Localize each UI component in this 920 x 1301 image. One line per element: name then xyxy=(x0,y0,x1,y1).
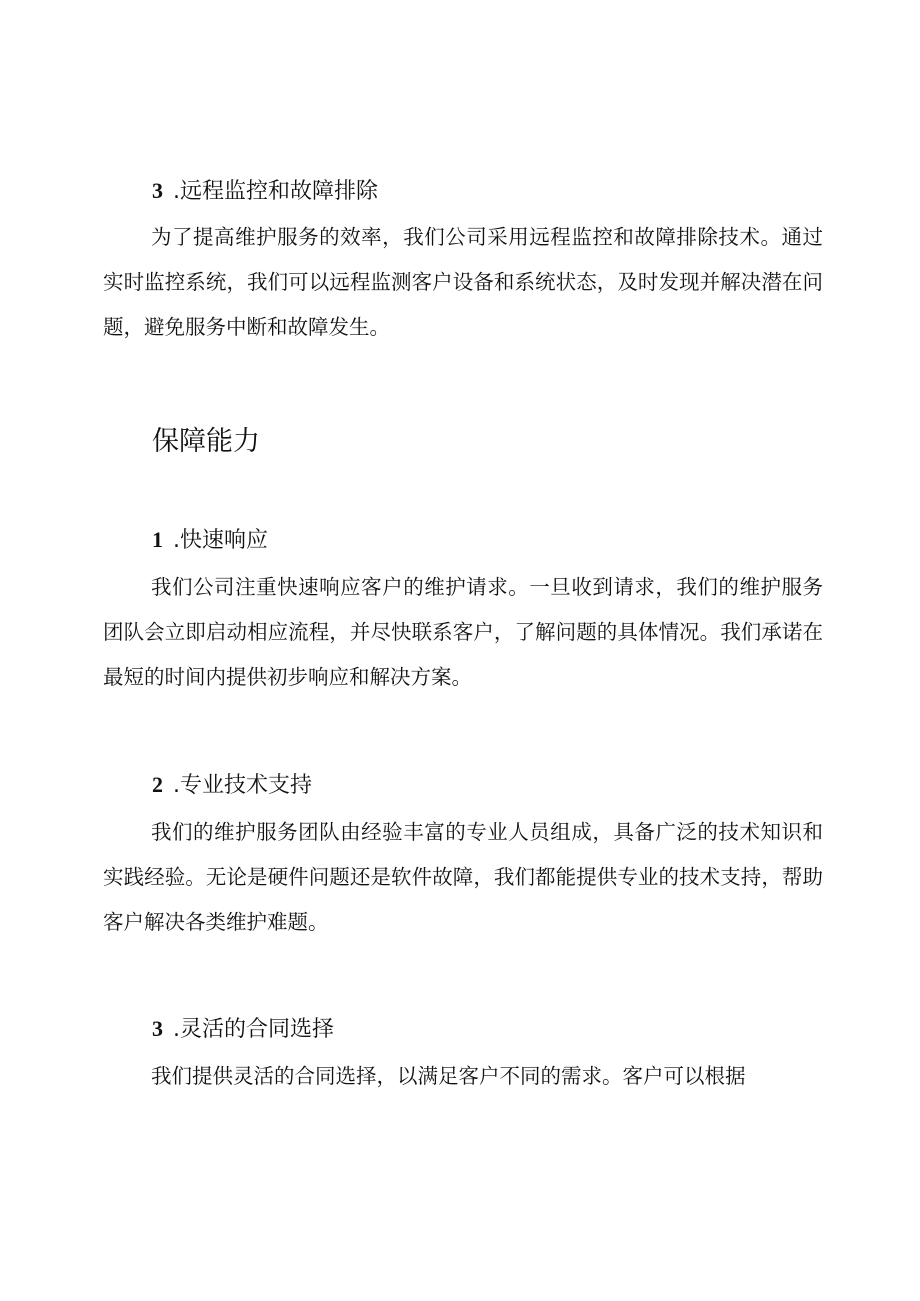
heading-text: .远程监控和故障排除 xyxy=(173,179,378,204)
heading-text: .灵活的合同选择 xyxy=(173,1017,334,1042)
heading-number: 1 xyxy=(152,527,163,552)
paragraph-remote-monitoring: 为了提高维护服务的效率，我们公司采用远程监控和故障排除技术。通过实时监控系统，我们可以远程监测客户设备和系统状态，及时发现并解决潜在问题，避免服务中断和故障发生。 xyxy=(103,225,823,339)
paragraph-tech-support: 我们的维护服务团队由经验丰富的专业人员组成，具备广泛的技术知识和实践经验。无论是硬件问题还是软件故障，我们都能提供专业的技术支持，帮助客户解决各类维护难题。 xyxy=(103,820,823,934)
heading-number: 3 xyxy=(152,178,163,203)
heading-flexible-contract xyxy=(152,1014,334,1045)
heading-text: .专业技术支持 xyxy=(173,773,312,798)
paragraph-fast-response: 我们公司注重快速响应客户的维护请求。一旦收到请求，我们的维护服务团队会立即启动相应流程，并尽快联系客户，了解问题的具体情况。我们承诺在最短的时间内提供初步响应和解决方案。 xyxy=(103,575,823,689)
paragraph-flexible-contract: 我们提供灵活的合同选择，以满足客户不同的需求。客户可以根据 xyxy=(151,1064,746,1088)
heading-number: 3 xyxy=(152,1016,163,1041)
heading-number: 2 xyxy=(152,772,163,797)
heading-fast-response xyxy=(152,525,268,556)
section-title: 保障能力 xyxy=(152,426,260,457)
heading-tech-support xyxy=(152,770,312,801)
heading-text: .快速响应 xyxy=(173,528,268,553)
heading-remote-monitoring xyxy=(152,176,378,207)
